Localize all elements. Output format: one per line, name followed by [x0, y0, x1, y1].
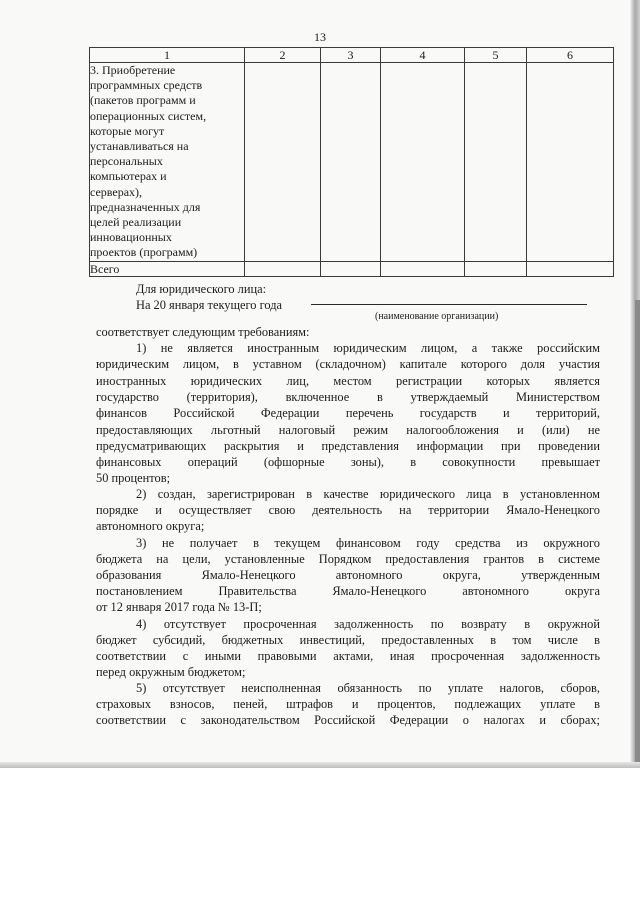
- page-number: 13: [314, 30, 326, 44]
- requirements-intro: соответствует следующим требованиям:: [96, 325, 310, 339]
- column-header: 3: [321, 48, 381, 63]
- cell-line: предназначенных для: [90, 199, 201, 214]
- requirement-2-line: автономного округа;: [96, 519, 205, 533]
- column-header: 6: [527, 48, 614, 63]
- requirement-5-line: страховых взносов, пеней, штрафов и процентов, подлежащих уплате в: [96, 697, 600, 711]
- table-cell: [321, 261, 381, 276]
- column-header: 1: [90, 48, 245, 63]
- requirement-3-line: бюджета на цели, установленные Порядком предоставления грантов в системе: [96, 552, 600, 566]
- requirement-2-line: 2) создан, зарегистрирован в качестве юридического лица в установленном: [136, 487, 600, 501]
- cell-line: которые могут: [90, 123, 165, 138]
- column-header: 2: [245, 48, 321, 63]
- table-cell: [527, 261, 614, 276]
- table-cell: [527, 63, 614, 262]
- entity-label: Для юридического лица:: [136, 282, 267, 296]
- requirement-1-line: 50 процентов;: [96, 471, 171, 485]
- grant-costs-table: [89, 47, 614, 277]
- table-cell: [245, 261, 321, 276]
- cell-line: персональных: [90, 154, 163, 169]
- cell-line: серверах),: [90, 184, 143, 199]
- requirement-1-line: финансовых операций (офшорные зоны), в совокупности превышает: [96, 455, 600, 469]
- table-row: [90, 63, 614, 262]
- requirement-1-line: юридическим лицом, в уставном (складочном) капитале которого доля участия: [96, 357, 600, 371]
- table-cell: [465, 63, 527, 262]
- requirement-1-line: 1) не является иностранным юридическим лицом, а также российским: [136, 341, 600, 355]
- column-header: 4: [381, 48, 465, 63]
- column-header: 5: [465, 48, 527, 63]
- date-line: На 20 января текущего года: [136, 298, 283, 312]
- table-cell: [381, 63, 465, 262]
- requirement-1-line: иностранных юридических лиц, местом регистрации которых является: [96, 374, 600, 388]
- requirement-3-line: 3) не получает в текущем финансовом году средства из окружного: [136, 536, 600, 550]
- requirement-3-line: постановлением Правительства Ямало-Ненецкого автономного округа: [96, 584, 600, 598]
- table-cell: [381, 261, 465, 276]
- cell-line: проектов (программ): [90, 245, 198, 260]
- field-caption: (наименование организации): [375, 311, 499, 322]
- requirement-3-line: от 12 января 2017 года № 13-П;: [96, 600, 262, 614]
- cell-line: 3. Приобретение: [90, 63, 176, 77]
- cell-line: операционных систем,: [90, 108, 207, 123]
- table-row: [90, 261, 614, 276]
- table-cell: [465, 261, 527, 276]
- cell-line: инновационных: [90, 230, 172, 245]
- requirement-4-line: соответствии с иными правовыми актами, иная просроченная задолженность: [96, 649, 600, 663]
- cell-line: (пакетов программ и: [90, 93, 196, 108]
- cell-line: программных средств: [90, 78, 203, 93]
- requirement-5-line: соответствии с законодательством Российской Федерации о налогах и сборах;: [96, 713, 600, 727]
- requirement-4-line: перед окружным бюджетом;: [96, 665, 246, 679]
- requirement-4-line: бюджет субсидий, бюджетных инвестиций, предоставленных в том числе в: [96, 633, 600, 647]
- requirement-5-line: 5) отсутствует неисполненная обязанность по уплате налогов, сборов,: [136, 681, 600, 695]
- organization-name-field: [311, 304, 587, 305]
- table-cell: [245, 63, 321, 262]
- requirement-2-line: порядке и осуществляет свою деятельность на территории Ямало-Ненецкого: [96, 503, 600, 517]
- requirement-1-line: финансов Российской Федерации перечень государств и территорий,: [96, 406, 600, 420]
- requirement-1-line: государство (территория), включенное в утверждаемый Министерством: [96, 390, 600, 404]
- requirement-4-line: 4) отсутствует просроченная задолженность по возврату в окружной: [136, 617, 600, 631]
- scan-edge-bottom: [0, 762, 640, 768]
- total-label: Всего: [90, 261, 245, 276]
- item-3-description: [90, 63, 245, 262]
- requirement-1-line: предоставляющих льготный налоговый режим налогообложения и (или) не: [96, 423, 600, 437]
- cell-line: устанавливаться на: [90, 139, 189, 154]
- cell-line: целей реализации: [90, 215, 182, 230]
- cell-line: компьютерах и: [90, 169, 167, 184]
- scan-edge-shadow: [635, 300, 640, 768]
- requirement-3-line: образования Ямало-Ненецкого автономного округа, утвержденным: [96, 568, 600, 582]
- table-cell: [321, 63, 381, 262]
- requirement-1-line: предусматривающих раскрытия и представления информации при проведении: [96, 439, 600, 453]
- table-header-row: [90, 48, 614, 63]
